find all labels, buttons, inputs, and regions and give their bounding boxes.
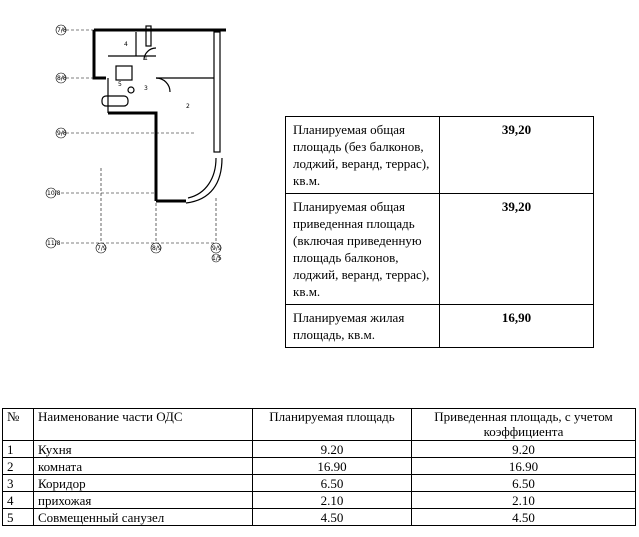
area-row bbox=[286, 194, 594, 305]
table-row bbox=[3, 492, 636, 509]
axis-label: 10/8 bbox=[47, 190, 61, 197]
cell-number: 4 bbox=[3, 492, 34, 509]
axis-label: 9/9 bbox=[212, 245, 222, 252]
cell-planned-area: 9.20 bbox=[253, 441, 412, 458]
area-value: 39,20 bbox=[440, 194, 594, 305]
axis-label: 7/9 bbox=[97, 245, 107, 252]
cell-planned-area: 16.90 bbox=[253, 458, 412, 475]
cell-reduced-area: 4.50 bbox=[412, 509, 636, 526]
cell-reduced-area: 2.10 bbox=[412, 492, 636, 509]
rooms-table bbox=[2, 408, 636, 526]
header-number: № bbox=[3, 409, 34, 441]
area-label: Планируемая общая площадь (без балконов, лоджий, веранд, террас), кв.м. bbox=[286, 117, 440, 194]
area-label: Планируемая жилая площадь, кв.м. bbox=[286, 305, 440, 348]
cell-reduced-area: 16.90 bbox=[412, 458, 636, 475]
axis-label: 1/5 bbox=[212, 255, 222, 262]
floor-plan-drawing bbox=[36, 18, 236, 263]
area-value: 39,20 bbox=[440, 117, 594, 194]
cell-name: Кухня bbox=[34, 441, 253, 458]
axis-label: 8/9 bbox=[152, 245, 162, 252]
axis-label: 9/8 bbox=[57, 130, 67, 137]
table-row bbox=[3, 475, 636, 492]
area-value: 16,90 bbox=[440, 305, 594, 348]
cell-planned-area: 4.50 bbox=[253, 509, 412, 526]
axis-label: 7/8 bbox=[57, 27, 67, 34]
table-row bbox=[3, 458, 636, 475]
room-number: 3 bbox=[144, 85, 148, 92]
table-row bbox=[3, 441, 636, 458]
room-number: 4 bbox=[124, 41, 128, 48]
cell-number: 1 bbox=[3, 441, 34, 458]
cell-planned-area: 6.50 bbox=[253, 475, 412, 492]
area-row bbox=[286, 305, 594, 348]
cell-reduced-area: 9.20 bbox=[412, 441, 636, 458]
cell-planned-area: 2.10 bbox=[253, 492, 412, 509]
area-row bbox=[286, 117, 594, 194]
axis-label: 8/8 bbox=[57, 75, 67, 82]
table-row bbox=[3, 509, 636, 526]
header-name: Наименование части ОДС bbox=[34, 409, 253, 441]
cell-name: Коридор bbox=[34, 475, 253, 492]
room-number: 1 bbox=[144, 55, 148, 62]
area-label: Планируемая общая приведенная площадь (включая приведенную площадь балконов, лоджий, веранд, террас), кв.м. bbox=[286, 194, 440, 305]
room-number: 2 bbox=[186, 103, 190, 110]
area-summary-table bbox=[285, 116, 594, 348]
table-header-row bbox=[3, 409, 636, 441]
header-reduced-area: Приведенная площадь, с учетом коэффициента bbox=[412, 409, 636, 441]
cell-number: 3 bbox=[3, 475, 34, 492]
axis-label: 11/8 bbox=[47, 240, 61, 247]
cell-reduced-area: 6.50 bbox=[412, 475, 636, 492]
cell-name: Совмещенный санузел bbox=[34, 509, 253, 526]
cell-name: прихожая bbox=[34, 492, 253, 509]
room-number: 5 bbox=[118, 81, 122, 88]
cell-number: 2 bbox=[3, 458, 34, 475]
cell-number: 5 bbox=[3, 509, 34, 526]
cell-name: комната bbox=[34, 458, 253, 475]
header-planned-area: Планируемая площадь bbox=[253, 409, 412, 441]
